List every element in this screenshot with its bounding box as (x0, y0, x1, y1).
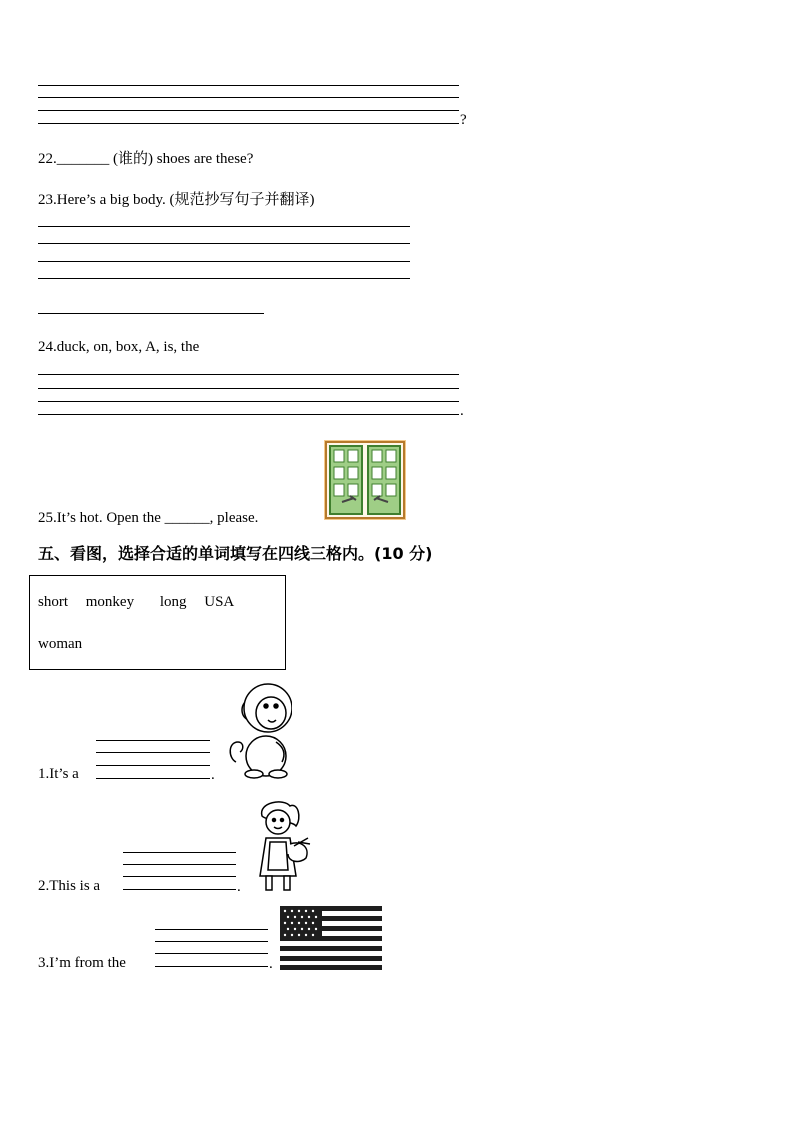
item-1-prefix: 1.It’s a (38, 766, 79, 782)
question-24: 24.duck, on, box, A, is, the (38, 339, 200, 355)
woman-icon (248, 798, 322, 894)
word-bank-box (29, 575, 286, 670)
item-2-end-mark: . (237, 879, 241, 895)
section-5-heading: 五、看图，选择合适的单词填写在四线三格内。(10 分) (38, 544, 433, 563)
word-bank-item: USA (204, 594, 235, 610)
question-22: 22._______ (谁的) shoes are these? (38, 151, 254, 167)
word-bank-item: short (38, 594, 68, 610)
window-icon (324, 440, 406, 520)
word-bank-item: woman (38, 636, 83, 652)
usa-flag-icon (280, 906, 382, 970)
word-bank-row-2 (38, 637, 82, 652)
item-1-end-mark: . (211, 767, 215, 783)
q23-translation-line[interactable] (38, 313, 264, 314)
word-bank-item: monkey (85, 594, 135, 610)
question-23: 23.Here’s a big body. (规范抄写句子并翻译) (38, 192, 315, 208)
question-25: 25.It’s hot. Open the ______, please. (38, 510, 259, 526)
word-bank-item: long (159, 594, 187, 610)
q24-end-mark: . (460, 403, 464, 419)
item-2-prefix: 2.This is a (38, 878, 101, 894)
word-bank-row-1 (38, 595, 248, 610)
monkey-icon (226, 680, 292, 780)
item-3-end-mark: . (269, 956, 273, 972)
item-3-prefix: 3.I’m from the (38, 955, 126, 971)
top-end-mark: ? (460, 112, 467, 128)
